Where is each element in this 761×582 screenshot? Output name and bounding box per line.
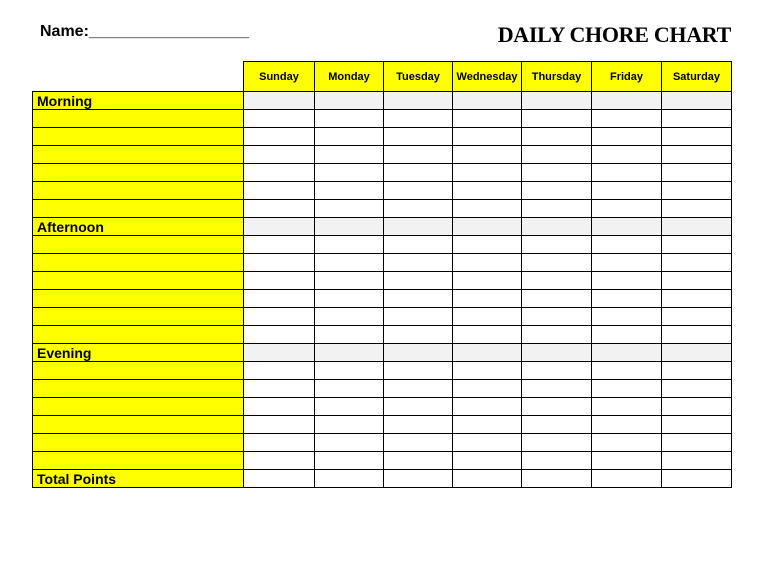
cell-tuesday[interactable]	[384, 416, 453, 434]
day-header-tuesday: Tuesday	[384, 62, 453, 92]
cell-thursday[interactable]	[522, 452, 592, 470]
cell-thursday[interactable]	[522, 290, 592, 308]
total-points-row-label[interactable]: Total Points	[33, 470, 244, 488]
cell-sunday[interactable]	[244, 416, 315, 434]
chore-name-cell[interactable]	[33, 434, 244, 452]
cell-saturday[interactable]	[662, 416, 732, 434]
cell-wednesday[interactable]	[453, 128, 522, 146]
cell-tuesday[interactable]	[384, 146, 453, 164]
cell-friday[interactable]	[592, 398, 662, 416]
day-header-saturday: Saturday	[662, 62, 732, 92]
cell-tuesday[interactable]	[384, 434, 453, 452]
cell-sunday[interactable]	[244, 200, 315, 218]
cell-friday[interactable]	[592, 236, 662, 254]
chore-row	[33, 398, 732, 416]
cell-friday[interactable]	[592, 416, 662, 434]
cell-monday[interactable]	[315, 452, 384, 470]
cell-friday[interactable]	[592, 200, 662, 218]
section-row-morning-label[interactable]: Morning	[33, 92, 244, 110]
cell-wednesday[interactable]	[453, 326, 522, 344]
cell-saturday[interactable]	[662, 164, 732, 182]
chore-row	[33, 236, 732, 254]
cell-friday[interactable]	[592, 380, 662, 398]
cell-saturday[interactable]	[662, 92, 732, 110]
cell-wednesday[interactable]	[453, 182, 522, 200]
corner-cell	[33, 62, 244, 92]
cell-saturday[interactable]	[662, 110, 732, 128]
cell-sunday[interactable]	[244, 272, 315, 290]
day-header-monday: Monday	[315, 62, 384, 92]
cell-sunday[interactable]	[244, 164, 315, 182]
cell-sunday[interactable]	[244, 128, 315, 146]
cell-monday[interactable]	[315, 110, 384, 128]
cell-saturday[interactable]	[662, 308, 732, 326]
cell-friday[interactable]	[592, 254, 662, 272]
section-row-afternoon	[33, 218, 732, 236]
cell-sunday[interactable]	[244, 110, 315, 128]
cell-friday[interactable]	[592, 434, 662, 452]
cell-friday[interactable]	[592, 470, 662, 488]
cell-wednesday[interactable]	[453, 236, 522, 254]
cell-wednesday[interactable]	[453, 200, 522, 218]
cell-tuesday[interactable]	[384, 254, 453, 272]
day-header-friday: Friday	[592, 62, 662, 92]
total-points-row	[33, 470, 732, 488]
cell-wednesday[interactable]	[453, 146, 522, 164]
cell-thursday[interactable]	[522, 236, 592, 254]
cell-friday[interactable]	[592, 182, 662, 200]
cell-saturday[interactable]	[662, 344, 732, 362]
cell-tuesday[interactable]	[384, 452, 453, 470]
chore-name-cell[interactable]	[33, 254, 244, 272]
chore-row	[33, 164, 732, 182]
chore-row	[33, 434, 732, 452]
section-row-morning	[33, 92, 732, 110]
cell-sunday[interactable]	[244, 308, 315, 326]
cell-sunday[interactable]	[244, 452, 315, 470]
chore-name-cell[interactable]	[33, 362, 244, 380]
cell-sunday[interactable]	[244, 380, 315, 398]
chore-name-cell[interactable]	[33, 128, 244, 146]
cell-monday[interactable]	[315, 326, 384, 344]
cell-friday[interactable]	[592, 92, 662, 110]
chore-row	[33, 272, 732, 290]
cell-monday[interactable]	[315, 164, 384, 182]
cell-thursday[interactable]	[522, 110, 592, 128]
cell-tuesday[interactable]	[384, 362, 453, 380]
cell-monday[interactable]	[315, 398, 384, 416]
chore-row	[33, 308, 732, 326]
cell-saturday[interactable]	[662, 434, 732, 452]
cell-monday[interactable]	[315, 128, 384, 146]
cell-friday[interactable]	[592, 272, 662, 290]
cell-thursday[interactable]	[522, 344, 592, 362]
cell-tuesday[interactable]	[384, 290, 453, 308]
cell-saturday[interactable]	[662, 182, 732, 200]
cell-saturday[interactable]	[662, 470, 732, 488]
chore-name-cell[interactable]	[33, 398, 244, 416]
cell-saturday[interactable]	[662, 254, 732, 272]
chore-name-cell[interactable]	[33, 110, 244, 128]
chore-row	[33, 290, 732, 308]
cell-thursday[interactable]	[522, 470, 592, 488]
cell-sunday[interactable]	[244, 362, 315, 380]
chore-row	[33, 200, 732, 218]
cell-wednesday[interactable]	[453, 470, 522, 488]
cell-wednesday[interactable]	[453, 344, 522, 362]
cell-wednesday[interactable]	[453, 362, 522, 380]
cell-sunday[interactable]	[244, 290, 315, 308]
cell-friday[interactable]	[592, 362, 662, 380]
cell-wednesday[interactable]	[453, 452, 522, 470]
chore-name-cell[interactable]	[33, 326, 244, 344]
cell-sunday[interactable]	[244, 326, 315, 344]
cell-monday[interactable]	[315, 146, 384, 164]
cell-wednesday[interactable]	[453, 308, 522, 326]
cell-sunday[interactable]	[244, 254, 315, 272]
cell-monday[interactable]	[315, 344, 384, 362]
cell-saturday[interactable]	[662, 362, 732, 380]
cell-saturday[interactable]	[662, 452, 732, 470]
cell-monday[interactable]	[315, 254, 384, 272]
chore-name-cell[interactable]	[33, 164, 244, 182]
cell-sunday[interactable]	[244, 182, 315, 200]
cell-monday[interactable]	[315, 470, 384, 488]
cell-tuesday[interactable]	[384, 218, 453, 236]
chore-name-cell[interactable]	[33, 200, 244, 218]
cell-tuesday[interactable]	[384, 272, 453, 290]
cell-wednesday[interactable]	[453, 164, 522, 182]
cell-friday[interactable]	[592, 344, 662, 362]
cell-monday[interactable]	[315, 290, 384, 308]
cell-wednesday[interactable]	[453, 380, 522, 398]
chore-row	[33, 128, 732, 146]
chore-row	[33, 380, 732, 398]
cell-tuesday[interactable]	[384, 398, 453, 416]
cell-tuesday[interactable]	[384, 470, 453, 488]
cell-wednesday[interactable]	[453, 110, 522, 128]
chart-body	[33, 92, 732, 488]
cell-tuesday[interactable]	[384, 236, 453, 254]
chore-name-cell[interactable]	[33, 308, 244, 326]
cell-saturday[interactable]	[662, 200, 732, 218]
cell-saturday[interactable]	[662, 398, 732, 416]
cell-thursday[interactable]	[522, 146, 592, 164]
cell-monday[interactable]	[315, 218, 384, 236]
cell-thursday[interactable]	[522, 434, 592, 452]
cell-sunday[interactable]	[244, 92, 315, 110]
cell-friday[interactable]	[592, 290, 662, 308]
chart-title: DAILY CHORE CHART	[497, 22, 731, 47]
cell-tuesday[interactable]	[384, 326, 453, 344]
cell-wednesday[interactable]	[453, 92, 522, 110]
cell-monday[interactable]	[315, 182, 384, 200]
day-header-sunday: Sunday	[244, 62, 315, 92]
cell-thursday[interactable]	[522, 200, 592, 218]
chore-row	[33, 146, 732, 164]
cell-monday[interactable]	[315, 380, 384, 398]
cell-tuesday[interactable]	[384, 128, 453, 146]
chore-name-cell[interactable]	[33, 290, 244, 308]
section-row-evening	[33, 344, 732, 362]
chore-row	[33, 326, 732, 344]
cell-friday[interactable]	[592, 218, 662, 236]
cell-thursday[interactable]	[522, 182, 592, 200]
cell-friday[interactable]	[592, 308, 662, 326]
cell-saturday[interactable]	[662, 326, 732, 344]
cell-tuesday[interactable]	[384, 344, 453, 362]
cell-sunday[interactable]	[244, 398, 315, 416]
day-header-row	[33, 62, 732, 92]
cell-saturday[interactable]	[662, 272, 732, 290]
cell-sunday[interactable]	[244, 470, 315, 488]
chore-row	[33, 452, 732, 470]
cell-wednesday[interactable]	[453, 416, 522, 434]
day-header-wednesday: Wednesday	[453, 62, 522, 92]
cell-thursday[interactable]	[522, 128, 592, 146]
section-row-afternoon-label[interactable]: Afternoon	[33, 218, 244, 236]
cell-friday[interactable]	[592, 452, 662, 470]
cell-thursday[interactable]	[522, 308, 592, 326]
cell-thursday[interactable]	[522, 272, 592, 290]
cell-sunday[interactable]	[244, 236, 315, 254]
cell-saturday[interactable]	[662, 290, 732, 308]
cell-wednesday[interactable]	[453, 398, 522, 416]
cell-wednesday[interactable]	[453, 434, 522, 452]
chore-row	[33, 182, 732, 200]
cell-thursday[interactable]	[522, 164, 592, 182]
chore-name-cell[interactable]	[33, 236, 244, 254]
chore-name-cell[interactable]	[33, 182, 244, 200]
cell-monday[interactable]	[315, 92, 384, 110]
chore-name-cell[interactable]	[33, 146, 244, 164]
name-field-label: Name:__________________	[40, 23, 250, 40]
chore-name-cell[interactable]	[33, 272, 244, 290]
cell-friday[interactable]	[592, 164, 662, 182]
chore-name-cell[interactable]	[33, 452, 244, 470]
cell-monday[interactable]	[315, 236, 384, 254]
cell-thursday[interactable]	[522, 254, 592, 272]
cell-monday[interactable]	[315, 416, 384, 434]
cell-sunday[interactable]	[244, 218, 315, 236]
cell-thursday[interactable]	[522, 380, 592, 398]
cell-monday[interactable]	[315, 434, 384, 452]
chore-row	[33, 254, 732, 272]
cell-tuesday[interactable]	[384, 380, 453, 398]
cell-thursday[interactable]	[522, 398, 592, 416]
chore-row	[33, 416, 732, 434]
cell-saturday[interactable]	[662, 128, 732, 146]
chore-name-cell[interactable]	[33, 380, 244, 398]
cell-wednesday[interactable]	[453, 272, 522, 290]
cell-tuesday[interactable]	[384, 92, 453, 110]
cell-sunday[interactable]	[244, 344, 315, 362]
chore-row	[33, 362, 732, 380]
cell-sunday[interactable]	[244, 434, 315, 452]
cell-friday[interactable]	[592, 146, 662, 164]
cell-tuesday[interactable]	[384, 182, 453, 200]
cell-tuesday[interactable]	[384, 110, 453, 128]
chore-chart-table	[32, 61, 732, 488]
cell-friday[interactable]	[592, 128, 662, 146]
section-row-evening-label[interactable]: Evening	[33, 344, 244, 362]
cell-wednesday[interactable]	[453, 218, 522, 236]
cell-sunday[interactable]	[244, 146, 315, 164]
cell-tuesday[interactable]	[384, 200, 453, 218]
cell-friday[interactable]	[592, 326, 662, 344]
cell-monday[interactable]	[315, 308, 384, 326]
cell-saturday[interactable]	[662, 380, 732, 398]
chore-name-cell[interactable]	[33, 416, 244, 434]
cell-tuesday[interactable]	[384, 164, 453, 182]
cell-monday[interactable]	[315, 272, 384, 290]
cell-thursday[interactable]	[522, 362, 592, 380]
cell-thursday[interactable]	[522, 416, 592, 434]
cell-tuesday[interactable]	[384, 308, 453, 326]
day-header-thursday: Thursday	[522, 62, 592, 92]
cell-friday[interactable]	[592, 110, 662, 128]
cell-thursday[interactable]	[522, 218, 592, 236]
cell-saturday[interactable]	[662, 218, 732, 236]
cell-monday[interactable]	[315, 362, 384, 380]
cell-thursday[interactable]	[522, 92, 592, 110]
cell-thursday[interactable]	[522, 326, 592, 344]
cell-saturday[interactable]	[662, 236, 732, 254]
cell-wednesday[interactable]	[453, 290, 522, 308]
cell-wednesday[interactable]	[453, 254, 522, 272]
cell-saturday[interactable]	[662, 146, 732, 164]
cell-monday[interactable]	[315, 200, 384, 218]
chore-row	[33, 110, 732, 128]
